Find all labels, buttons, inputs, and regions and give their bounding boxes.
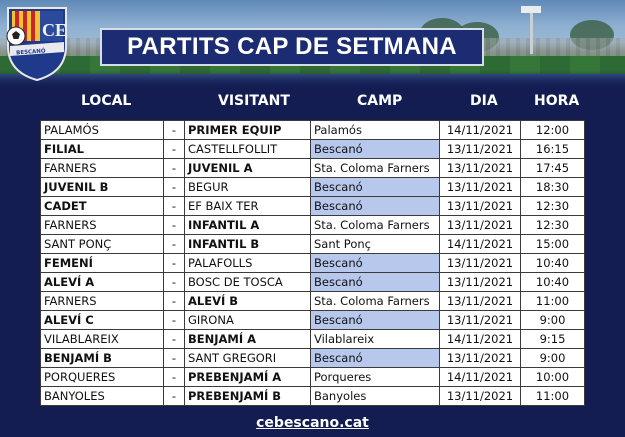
venue-cell: Vilablareix bbox=[311, 330, 440, 349]
header-dia: DIA bbox=[470, 93, 498, 109]
table-row bbox=[41, 311, 585, 330]
venue-cell: Banyoles bbox=[311, 387, 440, 406]
table-row bbox=[41, 121, 585, 140]
date-cell: 14/11/2021 bbox=[440, 235, 521, 254]
separator-cell: - bbox=[164, 330, 185, 349]
header-local: LOCAL bbox=[81, 93, 132, 109]
separator-cell: - bbox=[164, 311, 185, 330]
date-cell: 13/11/2021 bbox=[440, 311, 521, 330]
local-team-cell: BENJAMÍ B bbox=[41, 349, 164, 368]
banner-fade bbox=[0, 70, 625, 88]
date-cell: 13/11/2021 bbox=[440, 254, 521, 273]
local-team-cell: VILABLAREIX bbox=[41, 330, 164, 349]
time-cell: 10:40 bbox=[521, 273, 585, 292]
venue-cell: Porqueres bbox=[311, 368, 440, 387]
time-cell: 11:00 bbox=[521, 387, 585, 406]
table-row bbox=[41, 216, 585, 235]
time-cell: 15:00 bbox=[521, 235, 585, 254]
separator-cell: - bbox=[164, 235, 185, 254]
local-team-cell: PALAMÓS bbox=[41, 121, 164, 140]
venue-cell: Bescanó bbox=[311, 273, 440, 292]
separator-cell: - bbox=[164, 273, 185, 292]
venue-cell: Sta. Coloma Farners bbox=[311, 292, 440, 311]
venue-cell: Bescanó bbox=[311, 197, 440, 216]
table-row bbox=[41, 140, 585, 159]
time-cell: 10:40 bbox=[521, 254, 585, 273]
local-team-cell: FARNERS bbox=[41, 216, 164, 235]
venue-cell: Palamós bbox=[311, 121, 440, 140]
time-cell: 12:30 bbox=[521, 216, 585, 235]
date-cell: 13/11/2021 bbox=[440, 216, 521, 235]
date-cell: 13/11/2021 bbox=[440, 292, 521, 311]
page-title: PARTITS CAP DE SETMANA bbox=[100, 28, 484, 66]
separator-cell: - bbox=[164, 121, 185, 140]
separator-cell: - bbox=[164, 254, 185, 273]
separator-cell: - bbox=[164, 216, 185, 235]
crest-band-text: BESCANÓ bbox=[15, 48, 46, 57]
floodlight-pole bbox=[530, 8, 533, 54]
time-cell: 10:00 bbox=[521, 368, 585, 387]
crest-initials: CE bbox=[42, 20, 68, 40]
local-team-cell: BANYOLES bbox=[41, 387, 164, 406]
venue-cell: Bescanó bbox=[311, 311, 440, 330]
table-row bbox=[41, 235, 585, 254]
table-row bbox=[41, 197, 585, 216]
local-team-cell: CADET bbox=[41, 197, 164, 216]
date-cell: 13/11/2021 bbox=[440, 387, 521, 406]
time-cell: 12:30 bbox=[521, 197, 585, 216]
date-cell: 13/11/2021 bbox=[440, 178, 521, 197]
table-row bbox=[41, 292, 585, 311]
floodlight-lamp bbox=[521, 6, 541, 13]
date-cell: 14/11/2021 bbox=[440, 368, 521, 387]
separator-cell: - bbox=[164, 292, 185, 311]
local-team-cell: JUVENIL B bbox=[41, 178, 164, 197]
separator-cell: - bbox=[164, 140, 185, 159]
time-cell: 9:00 bbox=[521, 311, 585, 330]
venue-cell: Bescanó bbox=[311, 140, 440, 159]
time-cell: 16:15 bbox=[521, 140, 585, 159]
visiting-team-cell: PREBENJAMÍ A bbox=[185, 368, 311, 387]
local-team-cell: FARNERS bbox=[41, 159, 164, 178]
visiting-team-cell: CASTELLFOLLIT bbox=[185, 140, 311, 159]
local-team-cell: ALEVÍ A bbox=[41, 273, 164, 292]
date-cell: 13/11/2021 bbox=[440, 140, 521, 159]
table-row bbox=[41, 159, 585, 178]
separator-cell: - bbox=[164, 197, 185, 216]
visiting-team-cell: INFANTIL A bbox=[185, 216, 311, 235]
visiting-team-cell: EF BAIX TER bbox=[185, 197, 311, 216]
local-team-cell: ALEVÍ C bbox=[41, 311, 164, 330]
venue-cell: Sta. Coloma Farners bbox=[311, 216, 440, 235]
table-row bbox=[41, 254, 585, 273]
visiting-team-cell: BEGUR bbox=[185, 178, 311, 197]
local-team-cell: SANT PONÇ bbox=[41, 235, 164, 254]
local-team-cell: FEMENÍ bbox=[41, 254, 164, 273]
venue-cell: Sant Ponç bbox=[311, 235, 440, 254]
visiting-team-cell: INFANTIL B bbox=[185, 235, 311, 254]
table-row bbox=[41, 178, 585, 197]
date-cell: 14/11/2021 bbox=[440, 121, 521, 140]
separator-cell: - bbox=[164, 178, 185, 197]
header-camp: CAMP bbox=[357, 93, 403, 109]
club-crest-logo bbox=[4, 2, 70, 82]
header-hora: HORA bbox=[534, 93, 580, 109]
visiting-team-cell: ALEVÍ B bbox=[185, 292, 311, 311]
venue-cell: Bescanó bbox=[311, 178, 440, 197]
separator-cell: - bbox=[164, 387, 185, 406]
time-cell: 12:00 bbox=[521, 121, 585, 140]
visiting-team-cell: PALAFOLLS bbox=[185, 254, 311, 273]
separator-cell: - bbox=[164, 349, 185, 368]
local-team-cell: FILIAL bbox=[41, 140, 164, 159]
visiting-team-cell: GIRONA bbox=[185, 311, 311, 330]
time-cell: 11:00 bbox=[521, 292, 585, 311]
table-row bbox=[41, 368, 585, 387]
visiting-team-cell: JUVENIL A bbox=[185, 159, 311, 178]
visiting-team-cell: PREBENJAMÍ B bbox=[185, 387, 311, 406]
website-link[interactable]: cebescano.cat bbox=[256, 415, 369, 431]
venue-cell: Bescanó bbox=[311, 254, 440, 273]
table-row bbox=[41, 273, 585, 292]
time-cell: 17:45 bbox=[521, 159, 585, 178]
local-team-cell: FARNERS bbox=[41, 292, 164, 311]
date-cell: 13/11/2021 bbox=[440, 159, 521, 178]
date-cell: 14/11/2021 bbox=[440, 330, 521, 349]
visiting-team-cell: SANT GREGORI bbox=[185, 349, 311, 368]
time-cell: 9:00 bbox=[521, 349, 585, 368]
visiting-team-cell: BOSC DE TOSCA bbox=[185, 273, 311, 292]
table-row bbox=[41, 330, 585, 349]
venue-cell: Bescanó bbox=[311, 349, 440, 368]
local-team-cell: PORQUERES bbox=[41, 368, 164, 387]
table-row bbox=[41, 349, 585, 368]
time-cell: 18:30 bbox=[521, 178, 585, 197]
separator-cell: - bbox=[164, 159, 185, 178]
table-row bbox=[41, 387, 585, 406]
matches-table-body bbox=[41, 121, 585, 406]
date-cell: 13/11/2021 bbox=[440, 349, 521, 368]
date-cell: 13/11/2021 bbox=[440, 197, 521, 216]
header-visitant: VISITANT bbox=[218, 93, 290, 109]
visiting-team-cell: PRIMER EQUIP bbox=[185, 121, 311, 140]
matches-table bbox=[40, 120, 585, 406]
date-cell: 13/11/2021 bbox=[440, 273, 521, 292]
visiting-team-cell: BENJAMÍ A bbox=[185, 330, 311, 349]
venue-cell: Sta. Coloma Farners bbox=[311, 159, 440, 178]
separator-cell: - bbox=[164, 368, 185, 387]
time-cell: 9:15 bbox=[521, 330, 585, 349]
